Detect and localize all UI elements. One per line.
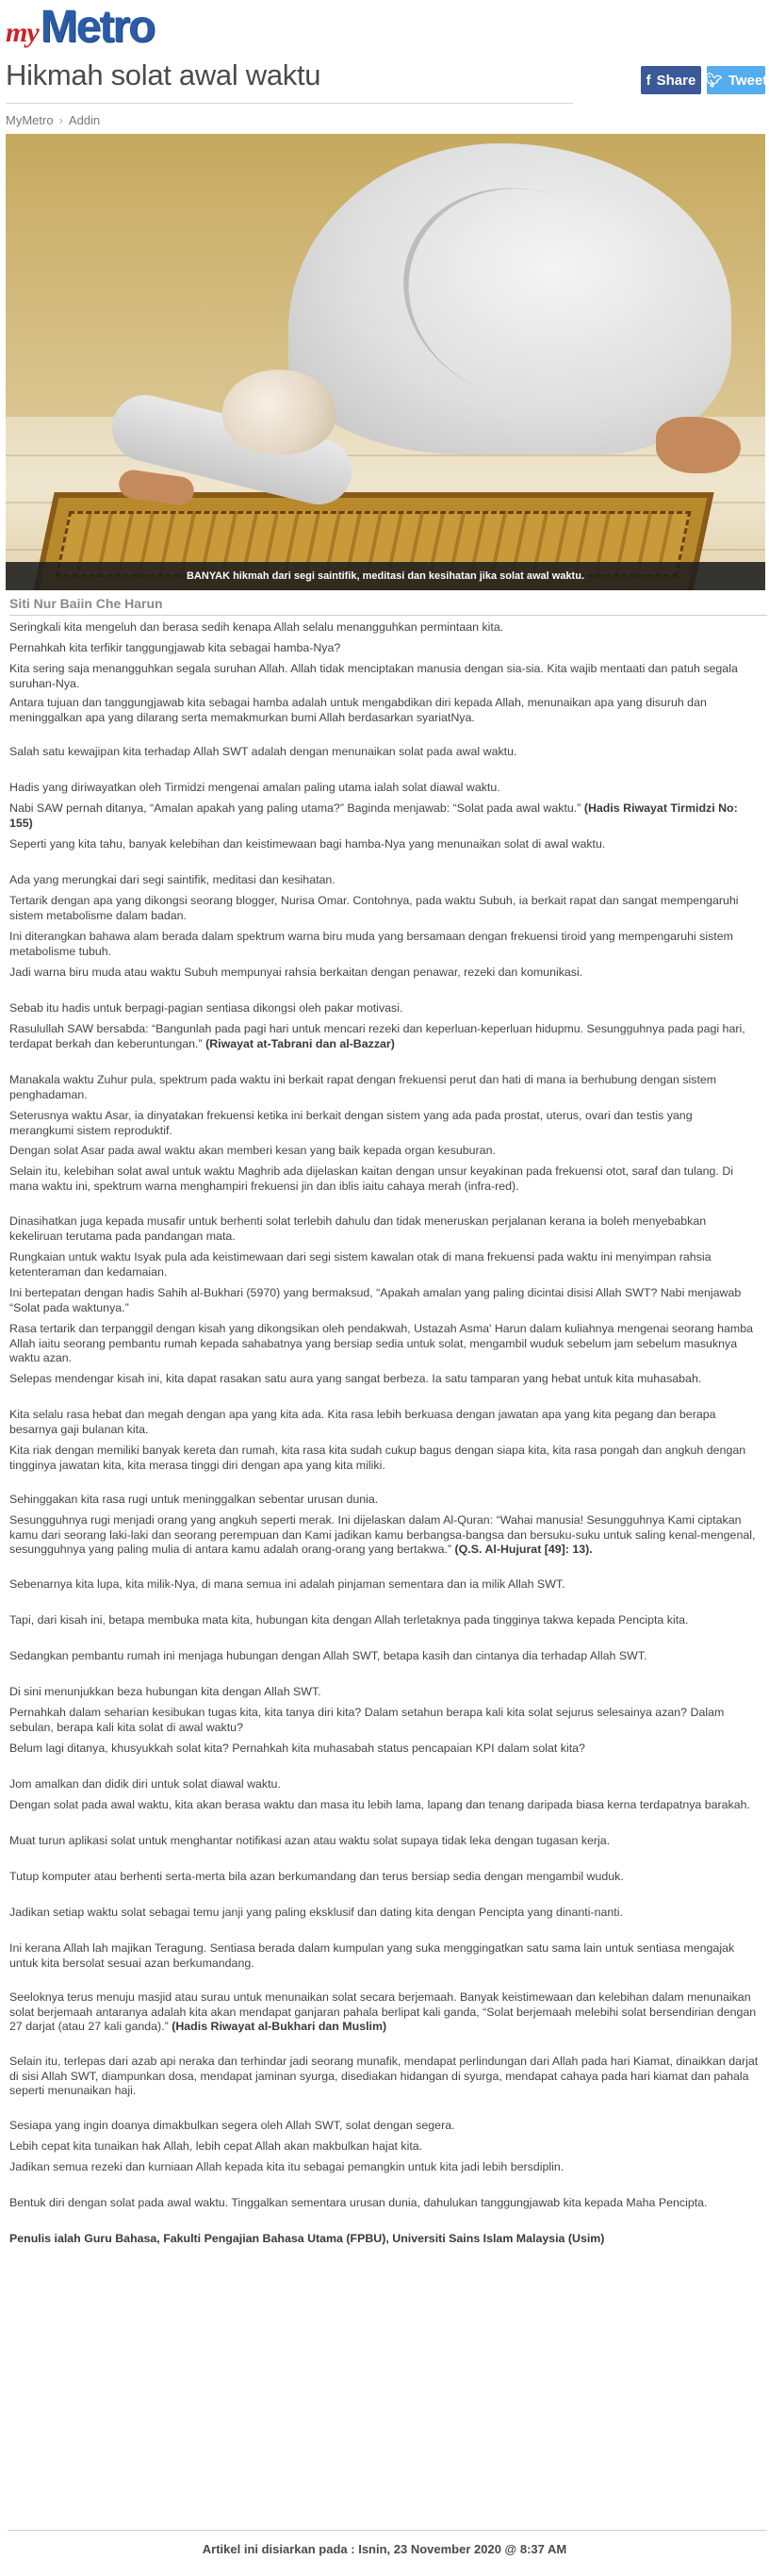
paragraph-text: Belum lagi ditanya, khusyukkah solat kita? Pernahkah kita muhasabah status pencapaian KPI dalam solat kita? xyxy=(9,1742,585,1755)
paragraph-text: Dinasihatkan juga kepada musafir untuk berhenti solat terlebih dahulu dan tidak meneruskan perjalanan kerana ia boleh menyebabkan kekeliruan terutama pada pandangan mata. xyxy=(9,1214,707,1243)
paragraph-text: Ada yang merungkai dari segi saintifik, meditasi dan kesihatan. xyxy=(9,873,335,886)
article-paragraph xyxy=(9,1144,760,1159)
article-paragraph xyxy=(9,1685,760,1700)
paragraph-text: Jadikan semua rezeki dan kurniaan Allah kepada kita itu sebagai pemangkin untuk kita jadi lebih bersdiplin. xyxy=(9,2160,564,2173)
article-paragraph xyxy=(9,1164,760,1194)
article-paragraph xyxy=(9,1990,760,2035)
article-paragraph xyxy=(9,620,760,636)
paragraph-text: Dengan solat pada awal waktu, kita akan berasa waktu dan masa itu lebih lama, lapang dan tenang daripada biasa kerna terdapatnya barakah. xyxy=(9,1798,750,1811)
paragraph-citation: (Hadis Riwayat Tirmidzi No: 155) xyxy=(9,801,738,830)
article-paragraph xyxy=(9,2119,760,2134)
footer-divider xyxy=(8,2530,767,2531)
photo-caption: BANYAK hikmah dari segi saintifik, meditasi dan kesihatan jika solat awal waktu. xyxy=(6,562,765,590)
paragraph-text: Lebih cepat kita tunaikan hak Allah, lebih cepat Allah akan makbulkan hajat kita. xyxy=(9,2139,423,2153)
prayer-cap xyxy=(222,370,335,454)
paragraph-text: Seeloknya terus menuju masjid atau surau untuk menunaikan solat secara berjemaah. Banyak keistimewaan dan kelebihan dalam menunaikan solat berjemaah antaranya adalah kita akan mendapat ganjaran pahala berlipat kali ganda, “Solat berjemaah melebihi solat bersendirian dengan 27 darjat (atau 27 kali ganda).” xyxy=(9,1990,757,2034)
paragraph-text: Kita sering saja menangguhkan segala suruhan Allah. Allah tidak menciptakan manusia dengan sia-sia. Kita wajib mentaati dan patuh segala suruhan-Nya. xyxy=(9,662,738,690)
article-paragraph xyxy=(9,1798,760,1813)
paragraph-text: Ini bertepatan dengan hadis Sahih al-Bukhari (5970) yang bermaksud, “Apakah amalan yang paling dicintai disisi Allah SWT? Nabi menjawab “Solat pada waktunya.” xyxy=(9,1286,742,1314)
paragraph-text: Tertarik dengan apa yang dikongsi seorang blogger, Nurisa Omar. Contohnya, pada waktu Subuh, ia berkait rapat dan sangat mempengaruhi sistem metabolisme dalam badan. xyxy=(9,894,739,922)
facebook-icon: f xyxy=(646,72,651,89)
paragraph-text: Sesiapa yang ingin doanya dimakbulkan segera oleh Allah SWT, solat dengan segera. xyxy=(9,2119,455,2132)
paragraph-text: Tapi, dari kisah ini, betapa membuka mata kita, hubungan kita dengan Allah terletaknya pada tingginya takwa kepada Pencipta kita. xyxy=(9,1613,689,1627)
paragraph-text: Jadi warna biru muda atau waktu Subuh mempunyai rahsia berkaitan dengan penawar, rezeki dan komunikasi. xyxy=(9,966,583,979)
article-paragraph xyxy=(9,837,760,852)
article-paragraph xyxy=(9,1941,760,1971)
article-paragraph xyxy=(9,1444,760,1473)
paragraph-text: Sebab itu hadis untuk berpagi-pagian sentiasa dikongsi oleh pakar motivasi. xyxy=(9,1001,403,1015)
article-paragraph xyxy=(9,930,760,959)
twitter-share-button[interactable] xyxy=(704,66,768,94)
paragraph-text: Nabi SAW pernah ditanya, “Amalan apakah yang paling utama?” Baginda menjawab: “Solat pada awal waktu.” xyxy=(9,801,581,815)
paragraph-citation: (Riwayat at-Tabrani dan al-Bazzar) xyxy=(205,1036,395,1050)
logo-my-text: my xyxy=(6,17,39,48)
paragraph-text: Pernahkah dalam seharian kesibukan tugas kita, kita tanya diri kita? Dalam setahun berapa kali kita solat sejurus selesainya azan? Dalam sebulan, berapa kali kita solat di awal waktu? xyxy=(9,1706,725,1734)
paragraph-text: Seterusnya waktu Asar, ia dinyatakan frekuensi ketika ini berkait dengan sistem yang ada pada prostat, uterus, ovari dan testis yang merangkumi sistem reproduktif. xyxy=(9,1109,693,1137)
twitter-icon: 🐦︎ xyxy=(704,73,723,89)
paragraph-text: Rasa tertarik dan terpanggil dengan kisah yang dikongsikan oleh pendakwah, Ustazah Asma' Harun dalam kuliahnya mengenai seorang hamba Allah iaitu seorang pembantu rumah kepada sahabatnya yang bersiap sedia untuk solat, mengambil wuduk sebelum jam sebelum masuknya waktu azan. xyxy=(9,1322,753,1365)
article-paragraph xyxy=(9,2055,760,2099)
article-paragraph xyxy=(9,1649,760,1664)
paragraph-text: Bentuk diri dengan solat pada awal waktu. Tinggalkan sementara urusan dunia, dahulukan tanggungjawab kita kepada Maha Pencipta. xyxy=(9,2196,708,2209)
article-paragraph xyxy=(9,1250,760,1280)
paragraph-text: Sebenarnya kita lupa, kita milik-Nya, di mana semua ini adalah pinjaman sementara dan ia milik Allah SWT. xyxy=(9,1577,565,1591)
article-paragraph xyxy=(9,873,760,888)
article-paragraph xyxy=(9,1109,760,1138)
article-paragraph xyxy=(9,2232,760,2247)
paragraph-text: Pernahkah kita terfikir tanggungjawab kita sebagai hamba-Nya? xyxy=(9,641,341,654)
paragraph-text: Jadikan setiap waktu solat sebagai temu janji yang paling eksklusif dan dating kita dengan Pencipta yang dinanti-nanti. xyxy=(9,1906,623,1919)
article-paragraph xyxy=(9,641,760,656)
article-paragraph xyxy=(9,1777,760,1792)
paragraph-text: Manakala waktu Zuhur pula, spektrum pada waktu ini berkait rapat dengan frekuensi perut dan hati di mana ia berhubung dengan sistem penghadaman. xyxy=(9,1073,717,1101)
page-title: Hikmah solat awal waktu xyxy=(6,58,321,91)
paragraph-text: Selepas mendengar kisah ini, kita dapat rasakan satu aura yang sangat berbeza. Ia satu tamparan yang hebat untuk kita muhasabah. xyxy=(9,1372,702,1385)
author-byline: Siti Nur Baiin Che Harun xyxy=(9,596,163,611)
paragraph-text: Antara tujuan dan tanggungjawab kita sebagai hamba adalah untuk mengabdikan diri kepada Allah, menunaikan apa yang disuruh dan meninggalkan apa yang dilarang serta memakmurkan bumi Allah berdasarkan syariatNya. xyxy=(9,696,707,724)
paragraph-text: Seperti yang kita tahu, banyak kelebihan dan keistimewaan bagi hamba-Nya yang menunaikan solat di awal waktu. xyxy=(9,837,606,850)
article-paragraph xyxy=(9,1906,760,1921)
article-paragraph xyxy=(9,1372,760,1387)
paragraph-text: Kita selalu rasa hebat dan megah dengan apa yang kita ada. Kita rasa lebih berkuasa dengan jawatan apa yang kita pegang dan berapa besarnya gaji bulanan kita. xyxy=(9,1408,716,1436)
article-paragraph xyxy=(9,1322,760,1366)
paragraph-text: Salah satu kewajipan kita terhadap Allah SWT adalah dengan menunaikan solat pada awal waktu. xyxy=(9,745,517,758)
breadcrumb-link-mymetro[interactable]: MyMetro xyxy=(6,113,54,127)
paragraph-text: Selain itu, terlepas dari azab api neraka dan terhindar jadi seorang munafik, mendapat perlindungan dari Allah pada hari Kiamat, dinaikkan darjat di sisi Allah SWT, diampunkan dosa, mendapat jaminan syurga, disediakan hidangan di syurga, mendapat cahaya pada hari kiamat dan pahala seperti menunaikan haji. xyxy=(9,2055,759,2098)
article-paragraph xyxy=(9,966,760,981)
paragraph-text: Tutup komputer atau berhenti serta-merta bila azan berkumandang dan terus bersiap sedia dengan mengambil wuduk. xyxy=(9,1870,624,1883)
twitter-share-label: Tweet xyxy=(728,72,768,89)
article-paragraph xyxy=(9,2139,760,2155)
paragraph-text: Di sini menunjukkan beza hubungan kita dengan Allah SWT. xyxy=(9,1685,321,1698)
article-paragraph xyxy=(9,1022,760,1051)
article-paragraph xyxy=(9,2196,760,2211)
paragraph-citation: (Hadis Riwayat al-Bukhari dan Muslim) xyxy=(172,2020,387,2034)
paragraph-text: Ini diterangkan bahawa alam berada dalam spektrum warna biru muda yang bersamaan dengan frekuensi tiroid yang mempengaruhi sistem metabolisme tubuh. xyxy=(9,930,733,958)
article-paragraph xyxy=(9,1286,760,1315)
facebook-share-label: Share xyxy=(656,72,696,89)
article-paragraph xyxy=(9,1834,760,1849)
article-paragraph xyxy=(9,696,760,725)
article-paragraph xyxy=(9,1742,760,1757)
paragraph-text: Rungkaian untuk waktu Isyak pula ada keistimewaan dari segi sistem kawalan otak di mana frekuensi pada waktu ini menyimpan rahsia ketenteraman dan kedamaian. xyxy=(9,1250,712,1279)
article-paragraph xyxy=(9,1706,760,1735)
paragraph-text: Ini kerana Allah lah majikan Teragung. Sentiasa berada dalam kumpulan yang suka menggingatkan satu sama lain untuk sentiasa mengajak untuk kita bersolat sesuai azan berkumandang. xyxy=(9,1941,735,1970)
published-date: Artikel ini disiarkan pada : Isnin, 23 November 2020 @ 8:37 AM xyxy=(202,2542,567,2556)
breadcrumb xyxy=(6,113,100,127)
paragraph-text: Muat turun aplikasi solat untuk menghantar notifikasi azan atau waktu solat supaya tidak leka dengan tugasan kerja. xyxy=(9,1834,611,1847)
paragraph-text: Sesungguhnya rugi menjadi orang yang angkuh seperti merak. Ini dijelaskan dalam Al-Quran: “Wahai manusia! Sesungguhnya Kami ciptakan kamu dari seorang laki-laki dan seorang perempuan dan Kami jadikan kamu berbangsa-bangsa dan bersuku-suku untuk saling kenal-mengenal, sesungguhnya yang paling mulia di antara kamu adalah orang-orang yang bertakwa.” xyxy=(9,1513,756,1557)
article-paragraph xyxy=(9,1577,760,1593)
article-paragraph xyxy=(9,1870,760,1885)
paragraph-text: Rasulullah SAW bersabda: “Bangunlah pada pagi hari untuk mencari rezeki dan keperluan-keperluan hidupmu. Sesungguhnya pada pagi hari, terdapat berkah dan keberuntungan.” xyxy=(9,1022,745,1050)
article-paragraph xyxy=(9,801,760,831)
paragraph-text: Selain itu, kelebihan solat awal untuk waktu Maghrib ada dijelaskan kaitan dengan unsur keyakinan pada frekuensi otot, saraf dan tulang. Di mana waktu ini, spektrum warna menghampiri frekuensi jin dan iblis iaitu cahaya merah (infra-red). xyxy=(9,1164,734,1193)
paragraph-text: Seringkali kita mengeluh dan berasa sedih kenapa Allah selalu menangguhkan permintaan kita. xyxy=(9,620,504,634)
paragraph-citation: (Q.S. Al-Hujurat [49]: 13). xyxy=(454,1543,593,1557)
paragraph-citation: Penulis ialah Guru Bahasa, Fakulti Pengajian Bahasa Utama (FPBU), Universiti Sains Islam Malaysia (Usim) xyxy=(9,2232,605,2245)
article-paragraph xyxy=(9,2160,760,2175)
breadcrumb-link-addin[interactable]: Addin xyxy=(68,113,101,127)
article-paragraph xyxy=(9,781,760,796)
title-divider xyxy=(6,103,573,104)
mymetro-logo[interactable] xyxy=(6,2,155,52)
article-photo xyxy=(6,134,765,590)
article-paragraph xyxy=(9,894,760,923)
facebook-share-button[interactable] xyxy=(641,66,701,94)
article-paragraph xyxy=(9,1001,760,1016)
chevron-right-icon: › xyxy=(58,113,63,127)
article-paragraph xyxy=(9,1513,760,1558)
article-paragraph xyxy=(9,1408,760,1437)
paragraph-text: Kita riak dengan memiliki banyak kereta dan rumah, kita rasa kita sudah cukup bagus dengan siapa kita, kita rasa pongah dan angkuh dengan tingginya jawatan kita, kita merasa tinggi diri dengan apa yang kita miliki. xyxy=(9,1444,746,1472)
logo-metro-text: Metro xyxy=(40,2,155,52)
paragraph-text: Hadis yang diriwayatkan oleh Tirmidzi mengenai amalan paling utama ialah solat diawal waktu. xyxy=(9,781,500,794)
article-paragraph xyxy=(9,745,760,760)
article-paragraph xyxy=(9,1493,760,1508)
byline-divider xyxy=(9,615,767,616)
article-paragraph xyxy=(9,1073,760,1102)
paragraph-text: Dengan solat Asar pada awal waktu akan memberi kesan yang baik kepada organ kesuburan. xyxy=(9,1144,496,1157)
article-paragraph xyxy=(9,662,760,691)
paragraph-text: Sehinggakan kita rasa rugi untuk meninggalkan sebentar urusan dunia. xyxy=(9,1493,379,1506)
article-paragraph xyxy=(9,1613,760,1628)
article-paragraph xyxy=(9,1214,760,1244)
paragraph-text: Sedangkan pembantu rumah ini menjaga hubungan dengan Allah SWT, betapa kasih dan cintanya dia terhadap Allah SWT. xyxy=(9,1649,647,1662)
paragraph-text: Jom amalkan dan didik diri untuk solat diawal waktu. xyxy=(9,1777,281,1791)
